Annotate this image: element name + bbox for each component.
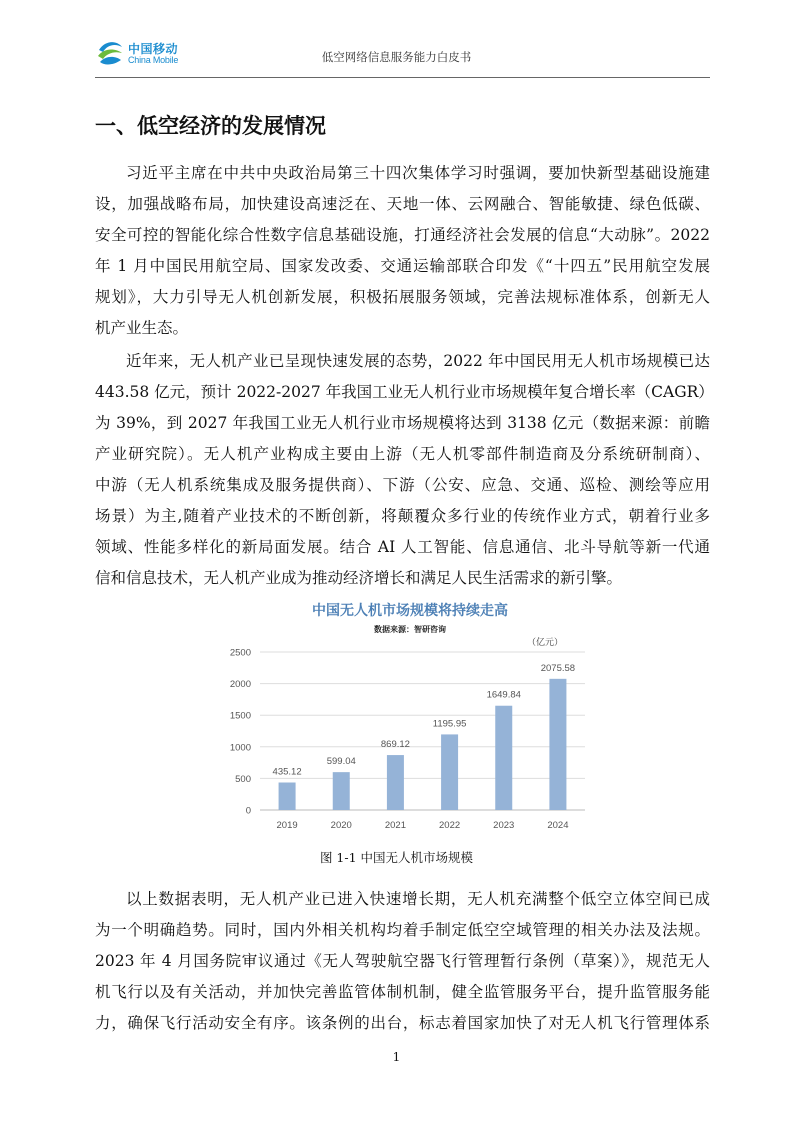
bar-value-label: 435.12: [272, 766, 302, 778]
x-tick-label: 2021: [384, 820, 406, 831]
text-line: 年 1 月中国民用航空局、国家发改委、交通运输部联合印发《“十四五”民用航空发展: [95, 257, 710, 275]
header-title: 低空网络信息服务能力白皮书: [321, 50, 472, 64]
bar: [279, 783, 296, 810]
text-line: 信和信息技术，无人机产业成为推动经济增长和满足人民生活需求的新引擎。: [95, 569, 623, 587]
text-line: 443.58 亿元，预计 2022-2027 年我国工业无人机行业市场规模年复合增长率（CAGR）: [95, 383, 714, 401]
text-line: 产业研究院）。无人机产业构成主要由上游（无人机零部件制造商及分系统研制商）、: [95, 445, 710, 463]
section-heading: 一、低空经济的发展情况: [95, 114, 326, 138]
text-line: 以上数据表明，无人机产业已进入快速增长期，无人机充满整个低空立体空间已成: [126, 890, 710, 908]
text-line: 近年来，无人机产业已呈现快速发展的态势，2022 年中国民用无人机市场规模已达: [126, 352, 710, 370]
y-tick-label: 2000: [229, 679, 251, 691]
bar: [495, 706, 512, 810]
bar: [549, 679, 566, 810]
text-line: 2023 年 4 月国务院审议通过《无人驾驶航空器飞行管理暂行条例（草案）》，规范无人: [95, 952, 710, 970]
paragraph: [95, 346, 714, 594]
y-tick-label: 1500: [229, 710, 251, 722]
text-line: 设，加强战略布局，加快建设高速泛在、天地一体、云网融合、智能敏捷、绿色低碳、: [95, 195, 710, 213]
header-divider: [95, 77, 710, 78]
text-line: 中游（无人机系统集成及服务提供商）、下游（公安、应急、交通、巡检、测绘等应用: [95, 476, 710, 494]
x-tick-label: 2023: [493, 820, 515, 831]
bar-value-label: 1195.95: [432, 718, 467, 730]
text-line: 领域、性能多样化的新局面发展。结合 AI 人工智能、信息通信、北斗导航等新一代通: [95, 538, 710, 556]
text-line: 安全可控的智能化综合性数字信息基础设施，打通经济社会发展的信息“大动脉”。2022: [95, 226, 710, 244]
y-tick-label: 500: [235, 773, 251, 785]
text-line: 为一个明确趋势。同时，国内外相关机构均着手制定低空空域管理的相关办法及法规。: [95, 921, 710, 939]
bar: [441, 734, 458, 810]
bar-value-label: 869.12: [380, 739, 410, 751]
text-line: 机产业生态。: [95, 319, 189, 337]
x-tick-label: 2019: [276, 820, 298, 831]
text-line: 机飞行以及有关活动，并加快完善监管体制机制，健全监管服务平台，提升监管服务能: [95, 983, 710, 1001]
bar-value-label: 1649.84: [486, 689, 521, 701]
x-tick-label: 2022: [439, 820, 461, 831]
logo-text-cn: 中国移动: [128, 42, 179, 56]
chart-title: 中国无人机市场规模将持续走高: [312, 603, 508, 619]
y-tick-label: 0: [245, 805, 251, 817]
text-line: 规划》，大力引导无人机创新发展，积极拓展服务领域，完善法规标准体系，创新无人: [95, 288, 710, 306]
market-size-bar-chart: [220, 595, 600, 835]
page-number: 1: [392, 1050, 401, 1064]
text-line: 为 39%，到 2027 年我国工业无人机行业市场规模将达到 3138 亿元（数据来源：前瞻: [95, 414, 710, 432]
paragraph: [95, 884, 710, 1039]
paragraph: [95, 158, 710, 344]
bar-value-label: 599.04: [326, 756, 356, 768]
bar-value-label: 2075.58: [540, 662, 576, 674]
chart-subtitle: 数据来源：智研咨询: [374, 625, 446, 634]
x-tick-label: 2024: [547, 820, 569, 831]
chart-unit: （亿元）: [526, 638, 564, 648]
logo-text-en: China Mobile: [128, 55, 179, 65]
x-tick-label: 2020: [330, 820, 352, 831]
text-line: 习近平主席在中共中央政治局第三十四次集体学习时强调，要加快新型基础设施建: [126, 164, 710, 182]
y-tick-label: 1000: [229, 742, 251, 754]
bar: [387, 755, 404, 810]
bar: [333, 772, 350, 810]
figure-caption: 图 1-1 中国无人机市场规模: [319, 850, 474, 865]
text-line: 力，确保飞行活动安全有序。该条例的出台，标志着国家加快了对无人机飞行管理体系: [95, 1014, 710, 1032]
text-line: 场景）为主,随着产业技术的不断创新，将颠覆众多行业的传统作业方式，朝着行业多: [95, 507, 710, 525]
y-tick-label: 2500: [229, 647, 251, 659]
